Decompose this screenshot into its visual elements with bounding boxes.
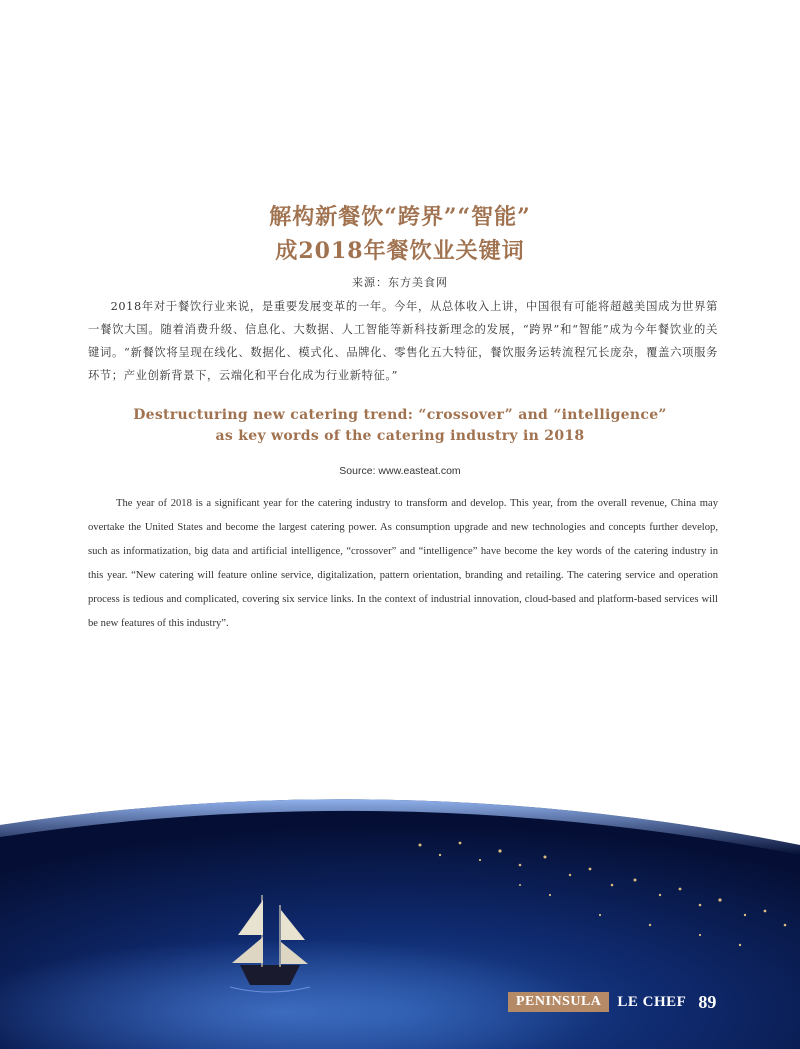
brand-label: PENINSULA [508, 992, 609, 1012]
brand-sub-label: LE CHEF [617, 993, 687, 1010]
en-title-line2: as key words of the catering industry in 2018 [215, 428, 585, 444]
en-title-line1: Destructuring new catering trend: “crossover” and “intelligence” [133, 407, 667, 423]
en-body-paragraph: The year of 2018 is a significant year for the catering industry to transform and develop. This year, from the overall revenue, China may overtake the United States and become the largest catering power. As consumption upgrade and new technologies and concepts further develop, such as informatization, big data and artificial intelligence, “crossover” and “intelligence” have become the key words of the catering industry in this year. “New catering will feature online service, digitalization, pattern orientation, branding and retailing. The catering service and operation process is tedious and complicated, covering six service links. In the context of industrial innovation, cloud-based and platform-based services will be new features of this industry”. [88, 498, 718, 629]
zh-title-line1: 解构新餐饮“跨界”“智能” [269, 204, 531, 230]
page-number: 89 [698, 991, 717, 1012]
en-source: Source: www.easteat.com [339, 465, 461, 477]
page-footer [508, 990, 716, 1014]
zh-title [0, 200, 800, 268]
zh-body-paragraph: 2018年对于餐饮行业来说，是重要发展变革的一年。今年，从总体收入上讲，中国很有可能将超越美国成为世界第一餐饮大国。随着消费升级、信息化、大数据、人工智能等新科技新理念的发展，“跨界”和“智能”成为今年餐饮业的关键词。“新餐饮将呈现在线化、数据化、模式化、品牌化、零售化五大特征，餐饮服务运转流程冗长庞杂，覆盖六项服务环节；产业创新背景下，云端化和平台化成为行业新特征。” [88, 300, 718, 382]
en-title [0, 405, 800, 447]
zh-source: 来源：东方美食网 [352, 276, 448, 289]
zh-title-line2: 成2018年餐饮业关键词 [275, 238, 525, 264]
